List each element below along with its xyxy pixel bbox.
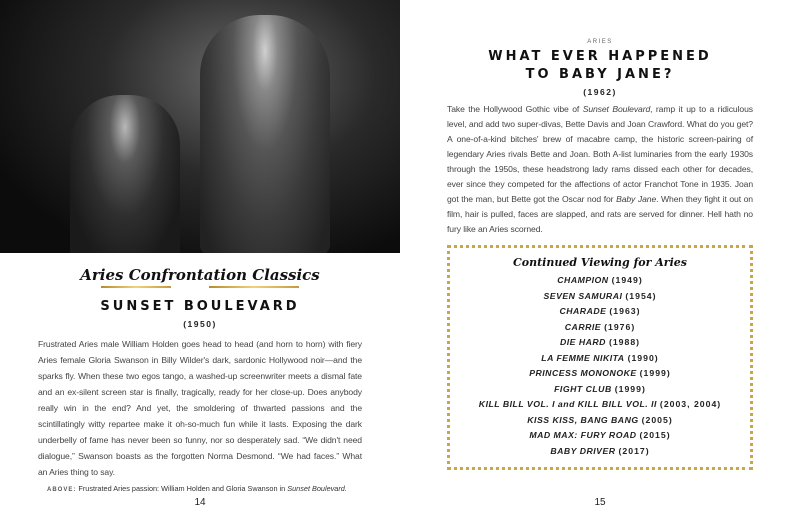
body-film-ref: Baby Jane [616,194,657,204]
movie-year: (1990) [627,352,659,363]
film-year: (1950) [183,319,217,329]
movie-year: (1954) [625,290,657,301]
movie-title: KILL BILL VOL. I and KILL BILL VOL. II [478,399,657,409]
gold-underline [101,286,171,288]
section-title: Aries Confrontation Classics [80,266,320,284]
caption-text: Frustrated Aries passion: William Holden and Gloria Swanson in [78,484,286,493]
movie-title: SEVEN SAMURAI [543,290,623,301]
box-title: Continued Viewing for Aries [513,256,687,269]
film-title: SUNSET BOULEVARD [100,299,300,314]
movie-title: CARRIE [564,321,602,332]
movie-year: (2015) [639,430,671,440]
movie-year: (1999) [614,383,646,394]
movie-list-item [450,444,750,460]
body-text: . When they fight it out on film, hair is pulled, faces are slapped, and rats are served for dinner. Hell hath no fury like an Aries scorned. [447,194,753,234]
film-still-photo [0,0,400,253]
movie-year: (2005) [641,414,673,425]
movie-list [450,273,750,459]
movie-title: CHARADE [559,306,607,316]
continued-viewing-box [447,245,753,470]
film-year: (1962) [583,87,617,97]
film-title-line1: WHAT EVER HAPPENED [488,49,712,64]
movie-title: PRINCESS MONONOKE [529,368,637,378]
movie-list-item [450,428,750,444]
gold-underline-row [101,286,299,288]
movie-year: (2017) [618,445,650,456]
running-head: ARIES [587,39,613,45]
movie-year: (1963) [609,306,641,316]
caption-label: ABOVE: [47,487,77,493]
page-number: 15 [594,497,606,508]
photo-figure-swanson [200,15,330,253]
body-film-ref: Sunset Boulevard [582,104,651,114]
film-title-line2: TO BABY JANE? [525,67,675,82]
movie-year: (1988) [608,337,641,347]
movie-list-item [450,273,750,289]
movie-year: (1999) [639,368,671,378]
movie-title: MAD MAX: FURY ROAD [529,430,637,440]
movie-list-item [450,413,750,429]
movie-list-item [450,382,750,398]
body-text: Take the Hollywood Gothic vibe of [447,104,583,114]
movie-list-item [450,351,750,367]
movie-list-item [450,320,750,336]
movie-list-item [450,289,750,305]
body-text: , ramp it up to a ridiculous level, and add two super-divas, Bette Davis and Joan Crawford. What do you get? A one-of-a-kind bitches' brew of macabre camp, the historic screen-pairing of legendary Aries rivals Bette and Joan. Both A-list luminaries from the early 1930s through the 1950s, these headstrong lady rams dissed each other for decades, ever since they competed for the affections of actor Franchot Tone in 1935. Joan got the man, but Bette got the Oscar nod for [447,104,753,204]
photo-figure-holden [70,95,180,253]
photo-caption [47,484,347,495]
movie-title: DIE HARD [559,337,606,347]
movie-list-item [450,335,750,351]
movie-list-item [450,397,750,413]
movie-year: (1949) [611,275,643,285]
movie-title: CHAMPION [557,275,609,285]
page-number: 14 [194,497,206,508]
movie-year: (2003, 2004) [659,399,722,409]
film-description [447,102,753,237]
movie-title: LA FEMME NIKITA [541,352,625,363]
gold-underline [209,286,299,288]
movie-title: KISS KISS, BANG BANG [527,414,639,425]
movie-list-item [450,304,750,320]
right-page [400,0,800,523]
caption-film: Sunset Boulevard. [287,484,347,493]
movie-list-item [450,366,750,382]
movie-title: FIGHT CLUB [554,383,612,394]
movie-title: BABY DRIVER [550,445,616,456]
movie-year: (1976) [604,321,636,332]
film-description: Frustrated Aries male William Holden goes head to head (and horn to horn) with fiery Aries female Gloria Swanson in Billy Wilder's dark, sardonic Hollywood noir—and the sparks fly. When these two egos tango, a washed-up screenwriter meets a dismal fate and an ex-silent screen star is finally, tragically, ready for her close-up. Does anybody really win in the end? And yet, the smoldering of thwarted passions and the scintillatingly witty repartee make it oh-so-much fun while it lasts. Exposing the dark underbelly of fame has never been so funny, nor so desperately sad. “We didn't need dialogue,” Swanson boasts as the forgotten Norma Desmond. “We had faces.” What an Aries thing to say. [38,339,362,477]
